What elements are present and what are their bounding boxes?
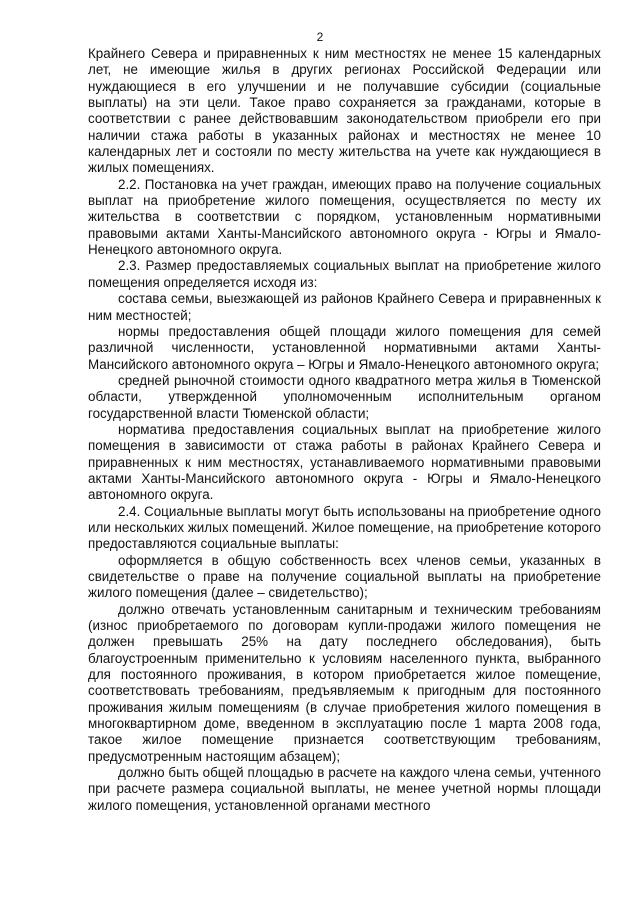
- paragraph-2-3-item-family: состава семьи, выезжающей из районов Крайнего Севера и приравненных к ним местностей;: [88, 291, 601, 323]
- paragraph-2-4-item-ownership: оформляется в общую собственность всех членов семьи, указанных в свидетельстве о праве на получение социальной выплаты на приобретение жилого помещения (далее – свидетельство);: [88, 552, 601, 601]
- paragraph-2-3-item-area-norm: нормы предоставления общей площади жилого помещения для семей различной численности, установленной нормативными актами Ханты-Мансийского автономного округа – Югры и Ямало-Ненецкого автономного округа;: [88, 323, 601, 372]
- paragraph-2-4: 2.4. Социальные выплаты могут быть использованы на приобретение одного или нескольких жилых помещений. Жилое помещение, на приобретение которого предоставляются социальные выплаты:: [88, 503, 601, 552]
- paragraph-2-3: 2.3. Размер предоставляемых социальных выплат на приобретение жилого помещения определяется исходя из:: [88, 258, 601, 290]
- paragraph-2-3-item-market-price: средней рыночной стоимости одного квадратного метра жилья в Тюменской области, утвержденной уполномоченным исполнительным органом государственной власти Тюменской области;: [88, 372, 601, 421]
- paragraph-2-2: 2.2. Постановка на учет граждан, имеющих право на получение социальных выплат на приобретение жилого помещения, осуществляется по месту их жительства в соответствии с порядком, установленным нормативными правовыми актами Ханты-Мансийского автономного округа - Югры и Ямало-Ненецкого автономного округа.: [88, 176, 601, 258]
- paragraph-continuation: Крайнего Севера и приравненных к ним местностях не менее 15 календарных лет, не имеющие жилья в других регионах Российской Федерации или нуждающиеся в его улучшении и не получавшие субсидии (социальные выплаты) на эти цели. Такое право сохраняется за гражданами, которые в соответствии с ранее действовавшим законодательством приобрели его при наличии стажа работы в указанных районах и местностях не менее 10 календарных лет и состояли по месту жительства на учете как нуждающиеся в жилых помещениях.: [88, 46, 601, 176]
- paragraph-2-4-item-requirements: должно отвечать установленным санитарным и техническим требованиям (износ приобретаемого по договорам купли-продажи жилого помещения не должен превышать 25% на дату последнего обследования), быть благоустроенным применительно к условиям населенного пункта, выбранного для постоянного проживания, в котором приобретается жилое помещение, соответствовать требованиям, предъявляемым к пригодным для постоянного проживания жилым помещениям (в случае приобретения жилого помещения в многоквартирном доме, введенном в эксплуатацию после 1 марта 2008 года, такое жилое помещение признается соответствующим требованиям, предусмотренным настоящим абзацем);: [88, 601, 601, 764]
- document-body: [88, 46, 601, 814]
- paragraph-2-3-item-payment-norm: норматива предоставления социальных выплат на приобретение жилого помещения в зависимости от стажа работы в районах Крайнего Севера и приравненных к ним местностях, устанавливаемого нормативными правовыми актами Ханты-Мансийского автономного округа - Югры и Ямало-Ненецкого автономного округа.: [88, 421, 601, 503]
- page-number: 2: [316, 30, 324, 44]
- paragraph-2-4-item-area: должно быть общей площадью в расчете на каждого члена семьи, учтенного при расчете размера социальной выплаты, не менее учетной нормы площади жилого помещения, установленной органами местного: [88, 765, 601, 813]
